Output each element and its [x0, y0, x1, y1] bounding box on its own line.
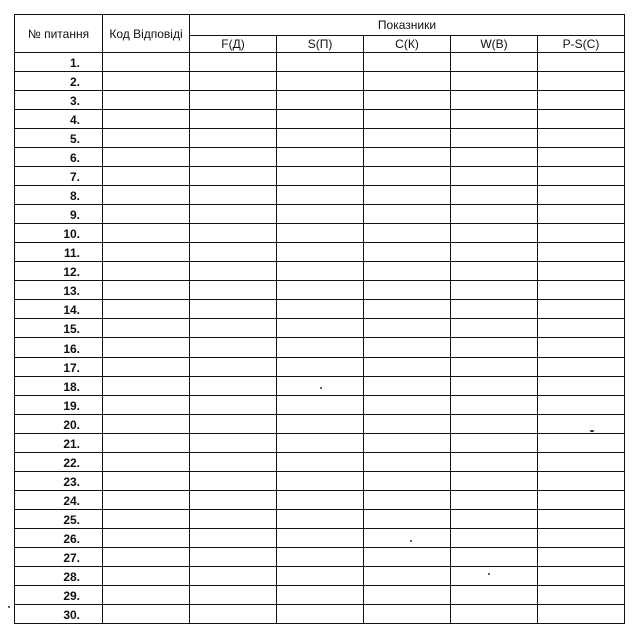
- indicator-cell[interactable]: [277, 604, 364, 623]
- indicator-cell[interactable]: [277, 262, 364, 281]
- indicator-cell[interactable]: [277, 186, 364, 205]
- indicator-cell[interactable]: [364, 186, 451, 205]
- indicator-cell[interactable]: [190, 414, 277, 433]
- indicator-cell[interactable]: [190, 376, 277, 395]
- indicator-cell[interactable]: [190, 91, 277, 110]
- table-row: [15, 300, 625, 319]
- indicator-cell[interactable]: [277, 224, 364, 243]
- question-number-cell: 23.: [15, 471, 103, 490]
- indicator-cell[interactable]: [190, 319, 277, 338]
- table-row: [15, 281, 625, 300]
- question-number-cell: 27.: [15, 547, 103, 566]
- answer-code-cell[interactable]: [103, 262, 190, 281]
- indicator-cell[interactable]: [190, 604, 277, 623]
- indicator-cell[interactable]: [190, 53, 277, 72]
- table-row: [15, 148, 625, 167]
- indicator-cell[interactable]: [277, 433, 364, 452]
- question-number-cell: 6.: [15, 148, 103, 167]
- answer-code-cell[interactable]: [103, 490, 190, 509]
- indicator-cell[interactable]: [451, 224, 538, 243]
- indicator-cell[interactable]: [364, 224, 451, 243]
- answer-code-cell[interactable]: [103, 509, 190, 528]
- answer-sheet: [14, 14, 625, 624]
- answer-code-cell[interactable]: [103, 281, 190, 300]
- indicators-header: Показники: [190, 15, 625, 36]
- answer-code-cell[interactable]: [103, 452, 190, 471]
- table-row: [15, 205, 625, 224]
- answer-code-cell[interactable]: [103, 167, 190, 186]
- indicator-cell[interactable]: [538, 300, 625, 319]
- indicator-cell[interactable]: [451, 148, 538, 167]
- indicator-cell[interactable]: [277, 452, 364, 471]
- indicator-cell[interactable]: [451, 414, 538, 433]
- indicator-cell[interactable]: [451, 528, 538, 547]
- indicator-cell[interactable]: [538, 186, 625, 205]
- question-number-cell: 9.: [15, 205, 103, 224]
- answer-code-cell[interactable]: [103, 547, 190, 566]
- indicator-cell[interactable]: [364, 243, 451, 262]
- indicator-cell[interactable]: [451, 129, 538, 148]
- indicator-cell[interactable]: [190, 148, 277, 167]
- indicator-cell[interactable]: [277, 167, 364, 186]
- indicator-cell[interactable]: [451, 53, 538, 72]
- table-row: [15, 53, 625, 72]
- indicator-cell[interactable]: [190, 72, 277, 91]
- question-number-cell: 5.: [15, 129, 103, 148]
- indicator-cell[interactable]: [538, 528, 625, 547]
- answer-code-cell[interactable]: [103, 205, 190, 224]
- indicator-cell[interactable]: [277, 148, 364, 167]
- indicator-cell[interactable]: [538, 566, 625, 585]
- table-row: [15, 395, 625, 414]
- question-number-cell: 30.: [15, 604, 103, 623]
- question-number-cell: 28.: [15, 566, 103, 585]
- indicator-cell[interactable]: [190, 585, 277, 604]
- indicator-cell[interactable]: [538, 547, 625, 566]
- indicator-cell[interactable]: [538, 205, 625, 224]
- indicator-cell[interactable]: [190, 509, 277, 528]
- indicator-cell[interactable]: [451, 452, 538, 471]
- indicator-cell[interactable]: [277, 91, 364, 110]
- indicator-cell[interactable]: [364, 300, 451, 319]
- answer-code-cell[interactable]: [103, 357, 190, 376]
- indicator-cell[interactable]: [451, 243, 538, 262]
- indicator-cell[interactable]: [451, 186, 538, 205]
- indicator-cell[interactable]: [190, 471, 277, 490]
- answer-code-cell[interactable]: [103, 566, 190, 585]
- table-row: [15, 110, 625, 129]
- indicator-cell[interactable]: [277, 471, 364, 490]
- indicator-cell[interactable]: [538, 490, 625, 509]
- indicator-cell[interactable]: [190, 395, 277, 414]
- answer-code-cell[interactable]: [103, 585, 190, 604]
- indicator-cell[interactable]: [277, 528, 364, 547]
- question-number-header: № питання: [15, 15, 103, 53]
- indicator-cell[interactable]: [364, 509, 451, 528]
- indicator-cell[interactable]: [538, 357, 625, 376]
- indicator-cell[interactable]: [364, 281, 451, 300]
- table-row: [15, 186, 625, 205]
- scan-speck: [8, 606, 10, 608]
- indicator-cell[interactable]: [451, 319, 538, 338]
- question-number-cell: 3.: [15, 91, 103, 110]
- question-number-cell: 14.: [15, 300, 103, 319]
- question-number-cell: 8.: [15, 186, 103, 205]
- question-number-cell: 1.: [15, 53, 103, 72]
- question-number-cell: 25.: [15, 509, 103, 528]
- indicator-cell[interactable]: [538, 509, 625, 528]
- indicator-cell[interactable]: [190, 528, 277, 547]
- question-number-cell: 21.: [15, 433, 103, 452]
- indicator-cell[interactable]: [364, 72, 451, 91]
- answer-code-cell[interactable]: [103, 604, 190, 623]
- indicator-cell[interactable]: [451, 490, 538, 509]
- indicator-cell[interactable]: [538, 167, 625, 186]
- indicator-cell[interactable]: [190, 129, 277, 148]
- question-number-cell: 7.: [15, 167, 103, 186]
- indicator-cell[interactable]: [277, 338, 364, 357]
- indicator-cell[interactable]: [538, 91, 625, 110]
- indicator-column-header: P-S(C): [538, 36, 625, 53]
- answer-code-cell[interactable]: [103, 433, 190, 452]
- indicator-cell[interactable]: [538, 262, 625, 281]
- answer-code-cell[interactable]: [103, 300, 190, 319]
- indicator-cell[interactable]: [364, 490, 451, 509]
- indicator-cell[interactable]: [364, 91, 451, 110]
- answer-code-cell[interactable]: [103, 186, 190, 205]
- table-row: [15, 224, 625, 243]
- indicator-cell[interactable]: [451, 72, 538, 91]
- indicator-cell[interactable]: [277, 243, 364, 262]
- indicator-cell[interactable]: [364, 395, 451, 414]
- table-row: [15, 433, 625, 452]
- indicator-cell[interactable]: [451, 433, 538, 452]
- indicator-cell[interactable]: [364, 129, 451, 148]
- indicator-cell[interactable]: [277, 319, 364, 338]
- indicator-cell[interactable]: [277, 509, 364, 528]
- question-number-cell: 29.: [15, 585, 103, 604]
- indicator-cell[interactable]: [190, 224, 277, 243]
- indicator-cell[interactable]: [451, 300, 538, 319]
- indicator-cell[interactable]: [451, 604, 538, 623]
- indicator-cell[interactable]: [277, 357, 364, 376]
- indicator-cell[interactable]: [451, 357, 538, 376]
- indicator-cell[interactable]: [364, 471, 451, 490]
- indicator-column-header: S(П): [277, 36, 364, 53]
- indicator-cell[interactable]: [277, 72, 364, 91]
- answer-code-cell[interactable]: [103, 72, 190, 91]
- table-row: [15, 452, 625, 471]
- answer-code-cell[interactable]: [103, 243, 190, 262]
- question-number-cell: 17.: [15, 357, 103, 376]
- table-row: [15, 262, 625, 281]
- indicator-cell[interactable]: [277, 376, 364, 395]
- scan-speck: [590, 430, 594, 432]
- table-row: [15, 243, 625, 262]
- indicator-cell[interactable]: [364, 338, 451, 357]
- table-row: [15, 547, 625, 566]
- indicator-cell[interactable]: [277, 110, 364, 129]
- indicator-cell[interactable]: [451, 262, 538, 281]
- indicator-cell[interactable]: [364, 110, 451, 129]
- indicator-cell[interactable]: [277, 205, 364, 224]
- indicator-cell[interactable]: [190, 262, 277, 281]
- indicator-cell[interactable]: [190, 167, 277, 186]
- indicator-cell[interactable]: [364, 604, 451, 623]
- indicator-cell[interactable]: [364, 53, 451, 72]
- indicator-cell[interactable]: [277, 547, 364, 566]
- indicator-cell[interactable]: [538, 319, 625, 338]
- answer-code-cell[interactable]: [103, 319, 190, 338]
- indicator-cell[interactable]: [277, 585, 364, 604]
- indicator-cell[interactable]: [190, 205, 277, 224]
- question-number-cell: 2.: [15, 72, 103, 91]
- indicator-cell[interactable]: [538, 338, 625, 357]
- indicator-cell[interactable]: [364, 262, 451, 281]
- indicator-cell[interactable]: [538, 224, 625, 243]
- indicator-cell[interactable]: [190, 110, 277, 129]
- question-number-cell: 10.: [15, 224, 103, 243]
- indicator-cell[interactable]: [451, 547, 538, 566]
- question-number-cell: 4.: [15, 110, 103, 129]
- indicator-column-header: W(В): [451, 36, 538, 53]
- indicator-cell[interactable]: [364, 452, 451, 471]
- question-number-cell: 13.: [15, 281, 103, 300]
- table-row: [15, 167, 625, 186]
- indicator-cell[interactable]: [451, 338, 538, 357]
- table-row: [15, 319, 625, 338]
- indicator-cell[interactable]: [364, 357, 451, 376]
- table-row: [15, 566, 625, 585]
- question-number-cell: 24.: [15, 490, 103, 509]
- indicator-cell[interactable]: [364, 376, 451, 395]
- indicator-cell[interactable]: [451, 205, 538, 224]
- indicator-cell[interactable]: [451, 110, 538, 129]
- answer-code-cell[interactable]: [103, 148, 190, 167]
- indicator-cell[interactable]: [190, 566, 277, 585]
- indicator-cell[interactable]: [451, 281, 538, 300]
- question-number-cell: 12.: [15, 262, 103, 281]
- indicator-cell[interactable]: [538, 281, 625, 300]
- indicator-cell[interactable]: [538, 129, 625, 148]
- answer-code-cell[interactable]: [103, 376, 190, 395]
- question-number-cell: 20.: [15, 414, 103, 433]
- table-row: [15, 528, 625, 547]
- indicator-cell[interactable]: [277, 53, 364, 72]
- indicator-cell[interactable]: [190, 338, 277, 357]
- indicator-cell[interactable]: [364, 414, 451, 433]
- indicator-cell[interactable]: [538, 72, 625, 91]
- indicator-cell[interactable]: [538, 243, 625, 262]
- indicator-cell[interactable]: [538, 110, 625, 129]
- indicator-cell[interactable]: [451, 395, 538, 414]
- indicator-cell[interactable]: [277, 414, 364, 433]
- indicator-cell[interactable]: [277, 395, 364, 414]
- indicator-cell[interactable]: [538, 585, 625, 604]
- indicator-cell[interactable]: [364, 167, 451, 186]
- table-row: [15, 129, 625, 148]
- indicator-cell[interactable]: [190, 281, 277, 300]
- indicator-cell[interactable]: [538, 414, 625, 433]
- indicator-cell[interactable]: [364, 205, 451, 224]
- indicator-cell[interactable]: [190, 433, 277, 452]
- question-number-cell: 18.: [15, 376, 103, 395]
- indicator-cell[interactable]: [364, 585, 451, 604]
- indicator-cell[interactable]: [277, 300, 364, 319]
- indicator-cell[interactable]: [538, 471, 625, 490]
- indicator-cell[interactable]: [190, 300, 277, 319]
- indicator-cell[interactable]: [538, 395, 625, 414]
- question-number-cell: 19.: [15, 395, 103, 414]
- table-row: [15, 72, 625, 91]
- indicator-cell[interactable]: [364, 547, 451, 566]
- indicator-cell[interactable]: [190, 186, 277, 205]
- indicator-cell[interactable]: [190, 452, 277, 471]
- indicator-cell[interactable]: [364, 148, 451, 167]
- indicator-cell[interactable]: [538, 53, 625, 72]
- indicator-cell[interactable]: [190, 357, 277, 376]
- table-row: [15, 91, 625, 110]
- answer-table: [14, 14, 625, 624]
- answer-code-cell[interactable]: [103, 414, 190, 433]
- scan-speck: [320, 387, 322, 389]
- indicator-cell[interactable]: [277, 566, 364, 585]
- indicator-cell[interactable]: [451, 471, 538, 490]
- indicator-cell[interactable]: [451, 167, 538, 186]
- answer-code-cell[interactable]: [103, 129, 190, 148]
- answer-code-cell[interactable]: [103, 110, 190, 129]
- indicator-column-header: F(Д): [190, 36, 277, 53]
- table-row: [15, 338, 625, 357]
- scan-speck: [410, 540, 412, 542]
- indicator-cell[interactable]: [451, 585, 538, 604]
- question-number-cell: 22.: [15, 452, 103, 471]
- answer-code-cell[interactable]: [103, 53, 190, 72]
- indicator-column-header: С(К): [364, 36, 451, 53]
- indicator-cell[interactable]: [190, 490, 277, 509]
- indicator-cell[interactable]: [190, 547, 277, 566]
- indicator-cell[interactable]: [190, 243, 277, 262]
- indicator-cell[interactable]: [451, 509, 538, 528]
- indicator-cell[interactable]: [364, 319, 451, 338]
- indicator-cell[interactable]: [538, 148, 625, 167]
- answer-code-header: Код Відповіді: [103, 15, 190, 53]
- table-row: [15, 357, 625, 376]
- answer-code-cell[interactable]: [103, 91, 190, 110]
- indicator-cell[interactable]: [277, 281, 364, 300]
- table-row: [15, 509, 625, 528]
- question-number-cell: 26.: [15, 528, 103, 547]
- indicator-cell[interactable]: [451, 566, 538, 585]
- answer-code-cell[interactable]: [103, 395, 190, 414]
- table-row: [15, 604, 625, 623]
- indicator-cell[interactable]: [364, 528, 451, 547]
- table-row: [15, 471, 625, 490]
- indicator-cell[interactable]: [538, 452, 625, 471]
- indicator-cell[interactable]: [277, 490, 364, 509]
- answer-code-cell[interactable]: [103, 528, 190, 547]
- question-number-cell: 16.: [15, 338, 103, 357]
- table-row: [15, 490, 625, 509]
- scan-speck: [488, 573, 490, 575]
- question-number-cell: 11.: [15, 243, 103, 262]
- indicator-cell[interactable]: [451, 91, 538, 110]
- indicator-cell[interactable]: [538, 604, 625, 623]
- answer-code-cell[interactable]: [103, 471, 190, 490]
- question-number-cell: 15.: [15, 319, 103, 338]
- table-row: [15, 585, 625, 604]
- indicator-cell[interactable]: [364, 433, 451, 452]
- table-row: [15, 414, 625, 433]
- indicator-cell[interactable]: [538, 376, 625, 395]
- indicator-cell[interactable]: [538, 433, 625, 452]
- table-row: [15, 376, 625, 395]
- answer-code-cell[interactable]: [103, 338, 190, 357]
- indicator-cell[interactable]: [277, 129, 364, 148]
- answer-code-cell[interactable]: [103, 224, 190, 243]
- indicator-cell[interactable]: [364, 566, 451, 585]
- indicator-cell[interactable]: [451, 376, 538, 395]
